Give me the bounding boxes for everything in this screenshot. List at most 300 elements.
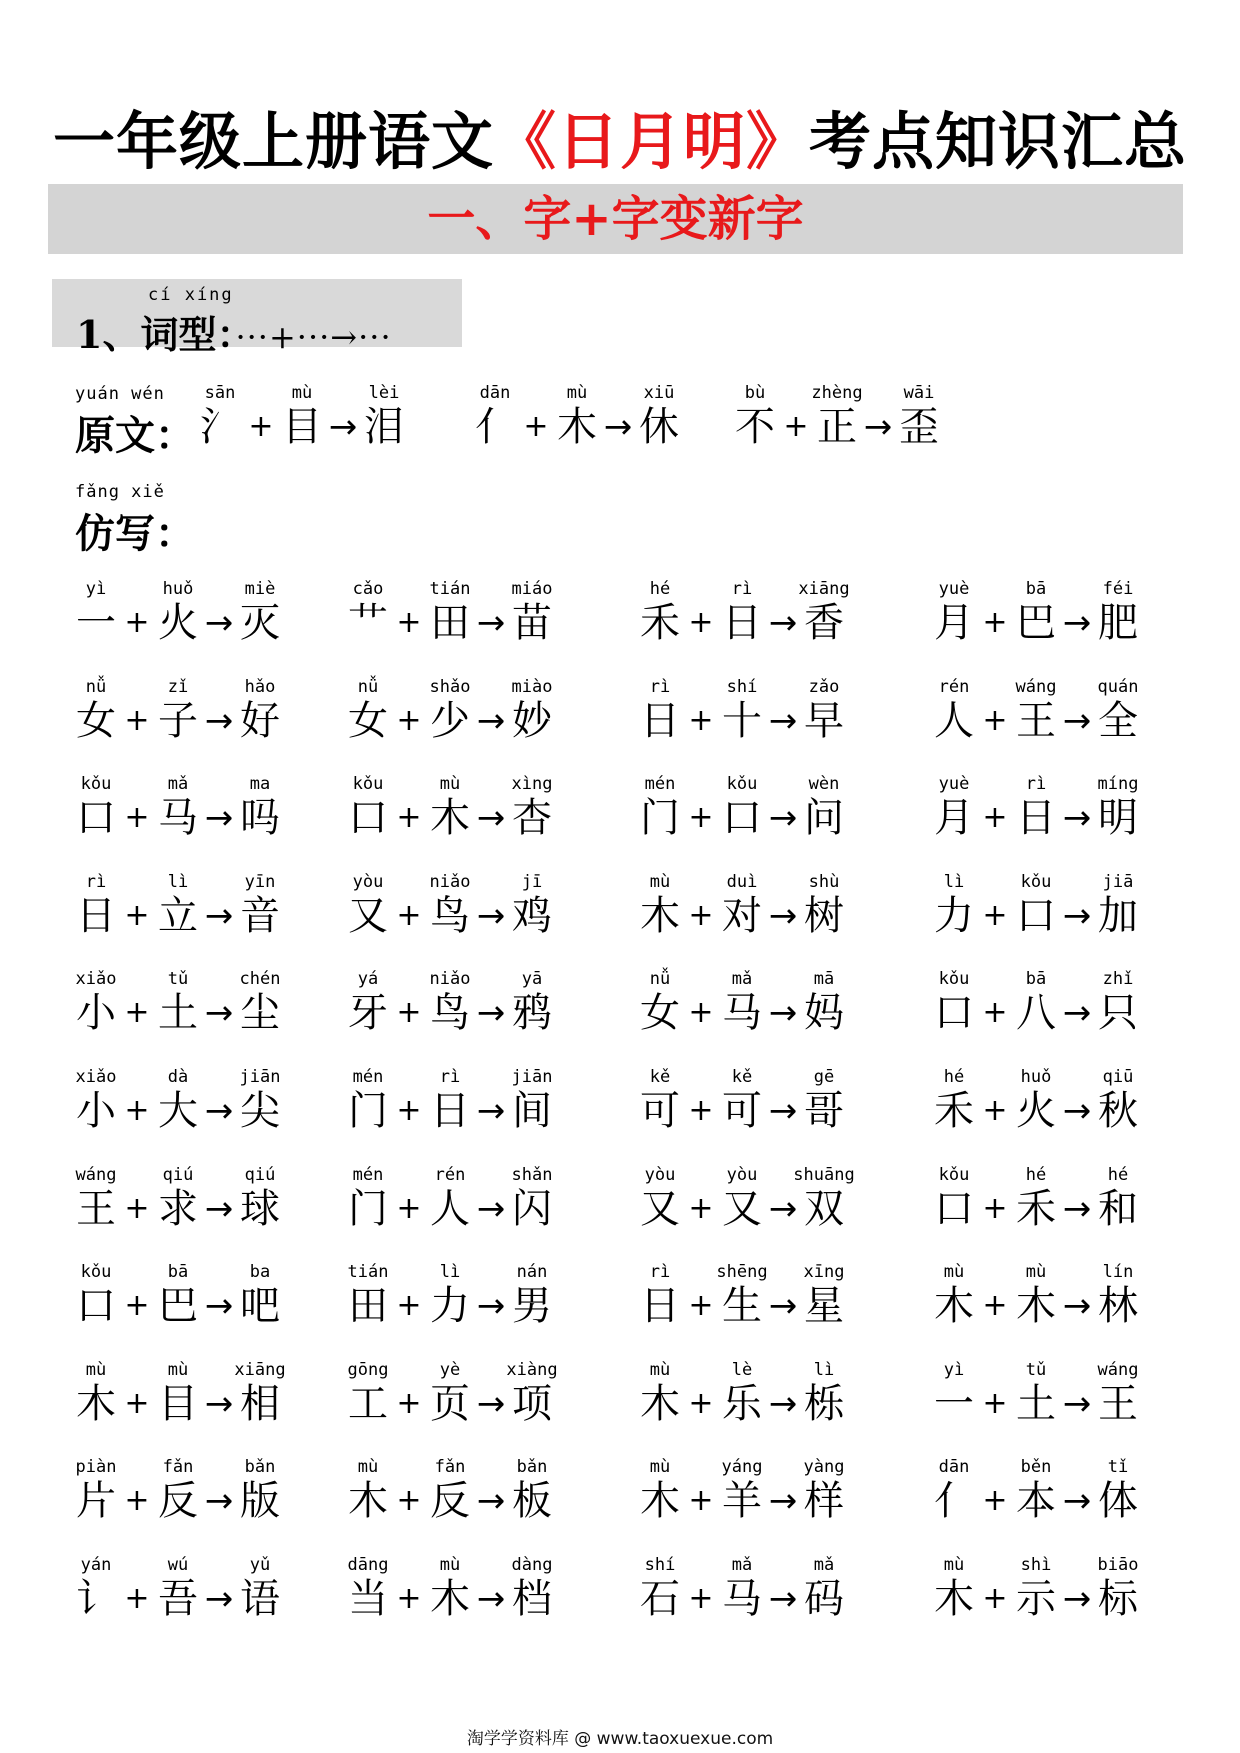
result-pinyin: mǎ <box>813 1555 835 1575</box>
char-1-pinyin: yuè <box>938 774 970 795</box>
char-2-pinyin: mù <box>1025 1262 1047 1283</box>
char-2-pinyin: tián <box>429 579 471 599</box>
char-2-hanzi: 木 <box>430 795 470 842</box>
arrow-sign: → <box>204 1091 234 1131</box>
result-pinyin: míng <box>1097 774 1139 795</box>
result-hanzi: 标 <box>1098 1576 1138 1622</box>
plus-sign: + <box>688 1483 714 1519</box>
char-2-hanzi: 少 <box>430 697 470 744</box>
char-1-hanzi: 月 <box>934 600 974 646</box>
char-2-hanzi: 又 <box>722 1185 762 1232</box>
char-2-hanzi: 目 <box>282 404 322 450</box>
char-2-hanzi: 羊 <box>722 1478 762 1525</box>
char-2-pinyin: shì <box>1020 1555 1052 1575</box>
result-pinyin: jiān <box>511 1067 553 1087</box>
char-1-hanzi: 讠 <box>76 1576 116 1622</box>
char-2-pinyin: mù <box>566 383 588 403</box>
result-hanzi: 树 <box>804 892 844 939</box>
plus-sign: + <box>124 1581 150 1616</box>
formula-unit <box>934 872 1174 952</box>
char-2-pinyin: mù <box>439 1555 461 1575</box>
arrow-sign: → <box>476 993 506 1034</box>
plus-sign: + <box>688 1385 714 1421</box>
result-hanzi: 鸡 <box>512 892 552 939</box>
formula-unit <box>640 579 880 659</box>
formula-unit <box>934 1360 1174 1440</box>
char-2-hanzi: 巴 <box>158 1283 198 1330</box>
result-pinyin: shuāng <box>793 1164 855 1185</box>
formula-unit <box>640 1067 880 1147</box>
plus-sign: + <box>688 897 714 933</box>
char-1-hanzi: 小 <box>76 990 116 1037</box>
arrow-sign: → <box>204 603 234 643</box>
plus-sign: + <box>982 1093 1008 1128</box>
char-2-hanzi: 马 <box>722 990 762 1037</box>
char-1-hanzi: 不 <box>735 404 775 450</box>
formula-unit <box>640 1555 880 1635</box>
char-2-hanzi: 可 <box>722 1088 762 1134</box>
result-pinyin: biāo <box>1097 1555 1139 1575</box>
arrow-sign: → <box>768 1579 798 1619</box>
char-2-hanzi: 木 <box>1016 1283 1056 1330</box>
formula-unit <box>934 969 1174 1049</box>
arrow-sign: → <box>204 1383 234 1424</box>
char-2-pinyin: rì <box>1025 774 1047 795</box>
char-1-hanzi: 木 <box>640 892 680 939</box>
char-2-pinyin: mù <box>439 774 461 795</box>
arrow-sign: → <box>768 1188 798 1229</box>
result-pinyin: miào <box>511 676 553 697</box>
char-2-pinyin: kě <box>731 1067 753 1087</box>
arrow-sign: → <box>1062 895 1092 936</box>
result-hanzi: 档 <box>512 1576 552 1622</box>
char-1-pinyin: mén <box>352 1164 384 1185</box>
arrow-sign: → <box>204 700 234 741</box>
formula-unit <box>348 1262 588 1342</box>
title-part-3: 考点知识汇总 <box>809 105 1188 178</box>
result-pinyin: wèn <box>808 774 840 795</box>
char-2-pinyin: huǒ <box>1020 1067 1052 1087</box>
arrow-sign: → <box>476 1286 506 1327</box>
char-1-hanzi: 一 <box>76 600 116 646</box>
char-2-pinyin: tǔ <box>1025 1359 1047 1380</box>
char-2-hanzi: 木 <box>557 404 597 450</box>
result-pinyin: yā <box>521 969 543 990</box>
char-2-pinyin: mǎ <box>731 969 753 990</box>
result-hanzi: 秋 <box>1098 1088 1138 1134</box>
char-2-hanzi: 十 <box>722 697 762 744</box>
result-pinyin: jiā <box>1102 871 1134 892</box>
arrow-sign: → <box>1062 1091 1092 1131</box>
formula-unit <box>76 1067 316 1147</box>
char-1-pinyin: mù <box>85 1359 107 1380</box>
char-1-pinyin: shí <box>644 1555 676 1575</box>
arrow-sign: → <box>1062 1383 1092 1424</box>
arrow-sign: → <box>476 700 506 741</box>
result-hanzi: 问 <box>804 795 844 842</box>
imitation-label: 仿写： <box>75 510 195 557</box>
char-2-hanzi: 正 <box>817 404 857 450</box>
char-1-pinyin: mù <box>943 1555 965 1575</box>
char-2-pinyin: dà <box>167 1067 189 1087</box>
result-hanzi: 星 <box>804 1283 844 1330</box>
char-2-pinyin: niǎo <box>429 969 471 990</box>
char-1-pinyin: wáng <box>75 1164 117 1185</box>
char-2-hanzi: 立 <box>158 892 198 939</box>
char-2-hanzi: 生 <box>722 1283 762 1330</box>
result-hanzi: 尖 <box>240 1088 280 1134</box>
result-pinyin: nán <box>516 1262 548 1283</box>
char-1-hanzi: 木 <box>640 1478 680 1525</box>
result-pinyin: quán <box>1097 676 1139 697</box>
char-1-hanzi: 门 <box>348 1088 388 1134</box>
char-2-pinyin: wáng <box>1015 676 1057 697</box>
char-2-hanzi: 本 <box>1016 1478 1056 1525</box>
char-1-hanzi: 亻 <box>934 1478 974 1525</box>
char-1-pinyin: cǎo <box>352 579 384 599</box>
char-1-hanzi: 门 <box>348 1185 388 1232</box>
formula-unit <box>640 1262 880 1342</box>
char-2-pinyin: zhèng <box>811 383 863 403</box>
char-1-pinyin: yá <box>357 969 379 990</box>
char-1-pinyin: hé <box>943 1067 965 1087</box>
result-pinyin: dàng <box>511 1555 553 1575</box>
formula-unit <box>76 677 316 757</box>
result-hanzi: 尘 <box>240 990 280 1037</box>
formula-unit <box>76 1262 316 1342</box>
char-2-hanzi: 田 <box>430 600 470 646</box>
char-2-pinyin: bā <box>1025 579 1047 599</box>
subsection-header <box>52 279 462 357</box>
plus-sign: + <box>248 409 274 444</box>
formula-unit <box>348 774 588 854</box>
char-2-pinyin: rì <box>439 1067 461 1087</box>
arrow-sign: → <box>328 407 358 447</box>
arrow-sign: → <box>204 1579 234 1619</box>
char-1-hanzi: 女 <box>348 697 388 744</box>
subsection-pattern: ···+···→··· <box>235 318 392 356</box>
formula-unit <box>348 969 588 1049</box>
char-1-pinyin: kǒu <box>938 969 970 990</box>
formula-unit <box>348 1165 588 1245</box>
char-1-hanzi: 日 <box>640 697 680 744</box>
char-2-hanzi: 大 <box>158 1088 198 1134</box>
result-pinyin: chén <box>239 969 281 990</box>
arrow-sign: → <box>768 895 798 936</box>
char-2-pinyin: huǒ <box>162 579 194 599</box>
result-pinyin: ba <box>249 1262 271 1283</box>
result-hanzi: 球 <box>240 1185 280 1232</box>
char-1-hanzi: 口 <box>76 795 116 842</box>
char-2-hanzi: 口 <box>722 795 762 842</box>
result-hanzi: 泪 <box>364 404 404 450</box>
plus-sign: + <box>688 702 714 738</box>
char-1-pinyin: bù <box>744 383 766 403</box>
original-label-pinyin: yuán wén <box>75 384 165 404</box>
result-pinyin: xīng <box>803 1262 845 1283</box>
arrow-sign: → <box>1062 1579 1092 1619</box>
char-2-hanzi: 日 <box>1016 795 1056 842</box>
char-2-hanzi: 巴 <box>1016 600 1056 646</box>
char-2-hanzi: 页 <box>430 1380 470 1427</box>
plus-sign: + <box>688 995 714 1031</box>
result-pinyin: miè <box>244 579 276 599</box>
plus-sign: + <box>982 1190 1008 1226</box>
plus-sign: + <box>396 897 422 933</box>
result-hanzi: 王 <box>1098 1380 1138 1427</box>
char-1-hanzi: 门 <box>640 795 680 842</box>
result-hanzi: 音 <box>240 892 280 939</box>
result-hanzi: 灭 <box>240 600 280 646</box>
formula-unit <box>76 872 316 952</box>
formula-unit <box>76 969 316 1049</box>
plus-sign: + <box>396 1483 422 1519</box>
char-1-pinyin: mù <box>649 1457 671 1478</box>
plus-sign: + <box>396 1190 422 1226</box>
result-pinyin: gē <box>813 1067 835 1087</box>
footer-watermark: 淘学学资料库 @ www.taoxuexue.com <box>466 1729 774 1749</box>
formula-unit <box>76 1555 316 1635</box>
char-1-hanzi: 工 <box>348 1380 388 1427</box>
char-2-hanzi: 求 <box>158 1185 198 1232</box>
char-2-hanzi: 火 <box>158 600 198 646</box>
plus-sign: + <box>396 1093 422 1128</box>
formula-unit <box>934 1555 1174 1635</box>
plus-sign: + <box>124 605 150 640</box>
result-hanzi: 样 <box>804 1478 844 1525</box>
plus-sign: + <box>124 1190 150 1226</box>
char-2-hanzi: 马 <box>158 795 198 842</box>
result-hanzi: 明 <box>1098 795 1138 842</box>
arrow-sign: → <box>476 603 506 643</box>
result-pinyin: zhǐ <box>1102 969 1134 990</box>
imitation-label-pinyin: fǎng xiě <box>75 482 165 502</box>
arrow-sign: → <box>476 895 506 936</box>
char-1-hanzi: 口 <box>934 1185 974 1232</box>
arrow-sign: → <box>1062 1286 1092 1327</box>
char-1-hanzi: 当 <box>348 1576 388 1622</box>
result-hanzi: 语 <box>240 1576 280 1622</box>
result-pinyin: lì <box>813 1359 835 1380</box>
result-hanzi: 和 <box>1098 1185 1138 1232</box>
char-1-hanzi: 木 <box>348 1478 388 1525</box>
formula-unit <box>934 1165 1174 1245</box>
result-pinyin: zǎo <box>808 676 840 697</box>
result-hanzi: 哥 <box>804 1088 844 1134</box>
result-pinyin: yàng <box>803 1457 845 1478</box>
result-pinyin: xiū <box>643 383 675 403</box>
char-2-hanzi: 日 <box>722 600 762 646</box>
char-1-pinyin: nǚ <box>357 676 379 697</box>
char-2-pinyin: bā <box>1025 969 1047 990</box>
title-part-2: 《日月明》 <box>493 105 809 178</box>
arrow-sign: → <box>603 407 633 447</box>
arrow-sign: → <box>204 993 234 1034</box>
char-1-pinyin: rì <box>649 676 671 697</box>
arrow-sign: → <box>1062 993 1092 1034</box>
result-pinyin: xiàng <box>506 1359 558 1380</box>
result-pinyin: ma <box>249 774 271 795</box>
char-2-hanzi: 口 <box>1016 892 1056 939</box>
arrow-sign: → <box>1062 603 1092 643</box>
arrow-sign: → <box>476 1091 506 1131</box>
char-1-hanzi: 小 <box>76 1088 116 1134</box>
char-2-pinyin: rì <box>731 579 753 599</box>
result-hanzi: 码 <box>804 1576 844 1622</box>
plus-sign: + <box>124 800 150 836</box>
char-2-pinyin: yòu <box>726 1164 758 1185</box>
char-2-hanzi: 日 <box>430 1088 470 1134</box>
formula-unit <box>640 969 880 1049</box>
result-hanzi: 吗 <box>240 795 280 842</box>
char-1-hanzi: 禾 <box>640 600 680 646</box>
plus-sign: + <box>124 1385 150 1421</box>
result-hanzi: 吧 <box>240 1283 280 1330</box>
char-1-hanzi: 木 <box>934 1283 974 1330</box>
char-1-pinyin: mù <box>943 1262 965 1283</box>
arrow-sign: → <box>768 798 798 839</box>
formula-unit <box>640 1457 880 1537</box>
plus-sign: + <box>783 409 809 444</box>
plus-sign: + <box>396 995 422 1031</box>
char-2-hanzi: 土 <box>158 990 198 1037</box>
result-pinyin: wáng <box>1097 1359 1139 1380</box>
char-1-hanzi: 禾 <box>934 1088 974 1134</box>
result-hanzi: 杏 <box>512 795 552 842</box>
char-1-hanzi: 日 <box>640 1283 680 1330</box>
char-1-hanzi: 亻 <box>475 404 515 450</box>
char-1-hanzi: 月 <box>934 795 974 842</box>
char-2-pinyin: kǒu <box>726 774 758 795</box>
result-hanzi: 加 <box>1098 892 1138 939</box>
result-pinyin: bǎn <box>244 1457 276 1478</box>
result-pinyin: xiāng <box>234 1359 286 1380</box>
char-1-pinyin: mén <box>352 1067 384 1087</box>
plus-sign: + <box>688 1581 714 1616</box>
plus-sign: + <box>124 702 150 738</box>
formula-unit <box>348 1067 588 1147</box>
char-1-hanzi: 王 <box>76 1185 116 1232</box>
char-2-pinyin: fǎn <box>434 1457 466 1478</box>
plus-sign: + <box>982 1581 1008 1616</box>
result-hanzi: 香 <box>804 600 844 646</box>
formula-unit <box>76 1165 316 1245</box>
char-1-pinyin: nǚ <box>85 676 107 697</box>
plus-sign: + <box>124 1288 150 1324</box>
result-pinyin: lèi <box>368 383 400 403</box>
char-1-pinyin: yòu <box>644 1164 676 1185</box>
result-hanzi: 全 <box>1098 697 1138 744</box>
result-pinyin: shǎn <box>511 1164 553 1185</box>
result-hanzi: 闪 <box>512 1185 552 1232</box>
result-pinyin: hé <box>1107 1164 1129 1185</box>
char-2-pinyin: lè <box>731 1359 753 1380</box>
plus-sign: + <box>396 800 422 836</box>
char-2-pinyin: mǎ <box>731 1555 753 1575</box>
arrow-sign: → <box>1062 700 1092 741</box>
plus-sign: + <box>982 800 1008 836</box>
char-1-hanzi: 牙 <box>348 990 388 1037</box>
result-pinyin: shù <box>808 871 840 892</box>
char-1-hanzi: 女 <box>76 697 116 744</box>
plus-sign: + <box>396 1581 422 1616</box>
result-hanzi: 休 <box>639 404 679 450</box>
char-1-pinyin: xiǎo <box>75 1067 117 1087</box>
char-1-hanzi: 片 <box>76 1478 116 1525</box>
arrow-sign: → <box>768 993 798 1034</box>
char-2-pinyin: niǎo <box>429 871 471 892</box>
formula-unit <box>348 1457 588 1537</box>
arrow-sign: → <box>204 1286 234 1327</box>
plus-sign: + <box>688 1288 714 1324</box>
arrow-sign: → <box>768 700 798 741</box>
plus-sign: + <box>396 1385 422 1421</box>
char-2-hanzi: 目 <box>158 1380 198 1427</box>
char-1-hanzi: 田 <box>348 1283 388 1330</box>
result-hanzi: 版 <box>240 1478 280 1525</box>
formula-unit <box>640 872 880 952</box>
formula-unit <box>76 1360 316 1440</box>
formula-unit <box>200 383 440 463</box>
char-2-pinyin: shēng <box>716 1262 768 1283</box>
plus-sign: + <box>396 605 422 640</box>
char-1-pinyin: sān <box>204 383 236 403</box>
arrow-sign: → <box>768 1481 798 1522</box>
char-2-pinyin: hé <box>1025 1164 1047 1185</box>
result-hanzi: 妈 <box>804 990 844 1037</box>
section-header-bar <box>48 184 1183 254</box>
char-1-pinyin: kǒu <box>80 774 112 795</box>
char-2-pinyin: kǒu <box>1020 871 1052 892</box>
char-2-hanzi: 木 <box>430 1576 470 1622</box>
char-1-pinyin: yì <box>85 579 107 599</box>
plus-sign: + <box>688 1093 714 1128</box>
result-pinyin: xiāng <box>798 579 850 599</box>
char-2-pinyin: qiú <box>162 1164 194 1185</box>
subsection-label: 1、词型： <box>76 312 236 357</box>
char-1-hanzi: 口 <box>934 990 974 1037</box>
char-1-pinyin: yán <box>80 1555 112 1575</box>
plus-sign: + <box>982 1385 1008 1421</box>
result-pinyin: qiū <box>1102 1067 1134 1087</box>
plus-sign: + <box>124 1483 150 1519</box>
char-1-pinyin: dāng <box>347 1555 389 1575</box>
result-hanzi: 男 <box>512 1283 552 1330</box>
char-1-pinyin: yòu <box>352 871 384 892</box>
char-1-hanzi: 石 <box>640 1576 680 1622</box>
formula-unit <box>76 579 316 659</box>
plus-sign: + <box>982 897 1008 933</box>
result-hanzi: 肥 <box>1098 600 1138 646</box>
arrow-sign: → <box>476 798 506 839</box>
char-2-hanzi: 反 <box>430 1478 470 1525</box>
char-2-hanzi: 鸟 <box>430 990 470 1037</box>
plus-sign: + <box>124 1093 150 1128</box>
result-pinyin: wāi <box>903 383 935 403</box>
char-1-pinyin: mù <box>649 1359 671 1380</box>
char-1-pinyin: mù <box>649 871 671 892</box>
char-2-pinyin: mù <box>291 383 313 403</box>
formula-unit <box>348 872 588 952</box>
char-2-pinyin: mǎ <box>167 774 189 795</box>
result-pinyin: jiān <box>239 1067 281 1087</box>
char-1-hanzi: 木 <box>934 1576 974 1622</box>
formula-unit <box>348 677 588 757</box>
formula-unit <box>640 774 880 854</box>
result-pinyin: qiú <box>244 1164 276 1185</box>
char-1-pinyin: rén <box>938 676 970 697</box>
formula-unit <box>76 774 316 854</box>
